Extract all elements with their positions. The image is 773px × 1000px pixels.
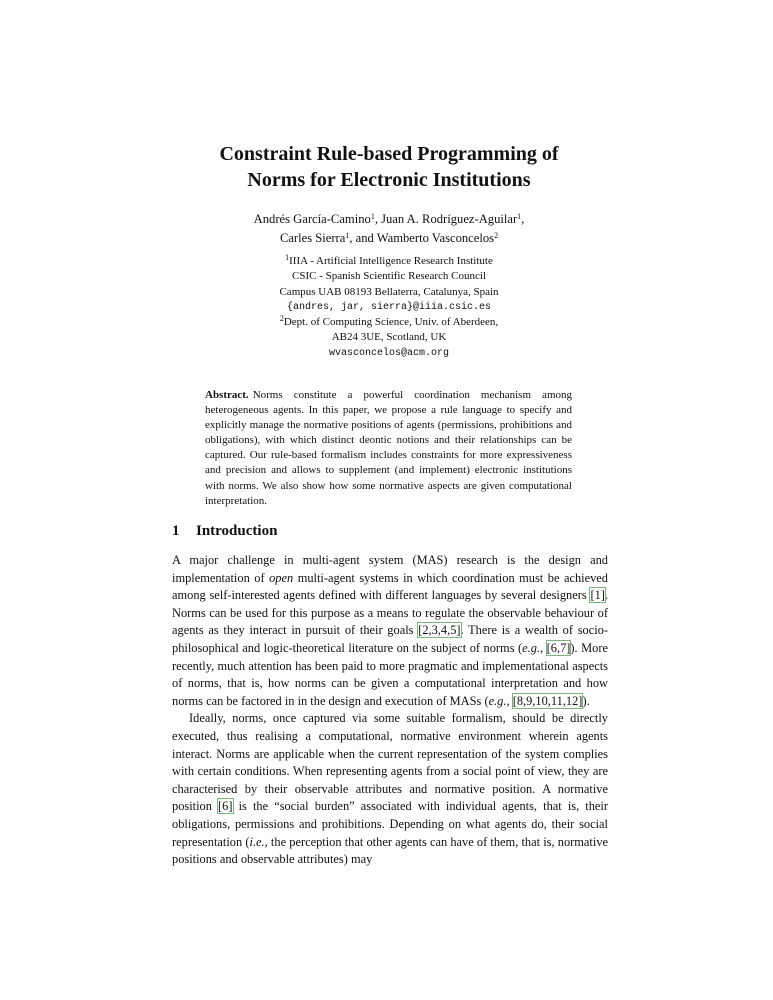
citation-link[interactable] <box>513 694 583 708</box>
affiliation-line: CSIC - Spanish Scientific Research Council <box>292 270 486 283</box>
affiliation-line: AB24 3UE, Scotland, UK <box>331 331 447 344</box>
affiliation-line <box>180 315 598 330</box>
text-run: is the “social burden” associated with individual agents, that is, their obligations, permissions and prohibitions. Depending on what agents do, their social representation ( <box>172 799 608 849</box>
text-run: . There is a wealth of socio-philosophical and logic-theoretical literature on the subject of norms ( <box>172 623 608 655</box>
affiliation-mark: 1 <box>517 212 522 221</box>
citation-text: [2,3,4,5] <box>418 623 461 638</box>
text-run: ). More recently, much attention has been paid to more pragmatic and implementational aspects of norms, that is, how norms can be given a computational interpretation and how norms can be factored in in the design and execution of MASs ( <box>172 640 608 708</box>
citation-text: [8,9,10,11,12] <box>512 693 583 708</box>
paragraph-2 <box>172 710 608 868</box>
author-separator: , <box>374 212 382 226</box>
affiliation-mark: 2 <box>279 314 284 324</box>
text-run: ). <box>582 693 590 708</box>
section-heading <box>172 521 277 541</box>
author-name: Carles Sierra <box>279 231 346 245</box>
author-name: Juan A. Rodríguez-Aguilar <box>381 212 518 226</box>
text-run: multi-agent systems in which coordination must be achieved among self-interested agents defined with different languages by several designers <box>172 570 608 603</box>
citation-link[interactable] <box>418 623 460 637</box>
email-line-2[interactable]: wvasconcelos@acm.org <box>328 347 450 359</box>
author-separator: , <box>521 212 525 226</box>
emphasis: e.g., <box>488 693 510 708</box>
citation-link[interactable] <box>547 641 571 655</box>
abstract-label: Abstract. <box>205 389 249 401</box>
affiliation-text: IIIA - Artificial Intelligence Research Institute <box>289 255 493 267</box>
section-number: 1 <box>172 523 180 539</box>
text-run: the perception that other agents can have of them, that is, normative positions and observable attributes) may <box>172 834 609 867</box>
author-list <box>150 210 628 248</box>
citation-text: [6,7] <box>546 640 571 655</box>
affiliation-text: Dept. of Computing Science, Univ. of Aberdeen, <box>283 316 499 329</box>
emphasis: e.g., <box>522 640 544 655</box>
abstract-text: Norms constitute a powerful coordination mechanism among heterogeneous agents. In this paper, we propose a rule language to specify and explicitly manage the normative positions of agents (permissions, prohibitions and obligations), with which distinct deontic notions and their relationships can be captured. Our rule-based formalism includes constraints for more expressiveness and precision and allows to supplement (and implement) electronic institutions with norms. We also show how some normative aspects are given computational interpretation. <box>205 389 572 507</box>
title-line-1: Constraint Rule-based Programming of <box>219 143 559 165</box>
author-name: Andrés García-Camino <box>253 212 371 226</box>
author-line-1 <box>150 210 628 229</box>
email-line-1[interactable]: {andres, jar, sierra}@iiia.csic.es <box>286 301 492 313</box>
section-title: Introduction <box>196 523 278 539</box>
affiliation-mark: 1 <box>285 253 290 262</box>
abstract <box>205 388 572 509</box>
author-name: Wamberto Vasconcelos <box>376 231 495 245</box>
affiliation-mark: 1 <box>370 212 375 221</box>
paper-title <box>150 141 628 193</box>
affiliations <box>180 254 598 361</box>
affiliation-line <box>180 254 598 269</box>
text-run: A major challenge in multi-agent system (MAS) research is the design and implementation of <box>172 553 608 585</box>
citation-text: [6] <box>218 799 233 814</box>
paragraph-1 <box>172 552 608 710</box>
affiliation-mark: 1 <box>345 231 350 240</box>
citation-link[interactable] <box>590 588 604 602</box>
title-line-2: Norms for Electronic Institutions <box>247 169 531 191</box>
author-line-2 <box>150 229 628 248</box>
affiliation-mark: 2 <box>494 231 499 240</box>
citation-text: [1] <box>590 588 605 603</box>
affiliation-line: Campus UAB 08193 Bellaterra, Catalunya, Spain <box>279 285 499 298</box>
text-run: Ideally, norms, once captured via some suitable formalism, should be directly executed, thus realising a computational, normative environment wherein agents interact. Norms are applicable when the current representation of the system complies with certain conditions. When representing agents from a social point of view, they are characterised by their observable attributes and normative position. A normative position <box>172 711 608 814</box>
text-run: . Norms can be used for this purpose as a means to regulate the observable behaviour of agents as they interact in pursuit of their goals <box>172 588 608 638</box>
citation-link[interactable] <box>218 799 232 813</box>
body-text <box>172 552 608 869</box>
emphasis: open <box>269 570 294 585</box>
author-separator: , and <box>349 231 377 245</box>
emphasis: i.e., <box>249 834 268 849</box>
